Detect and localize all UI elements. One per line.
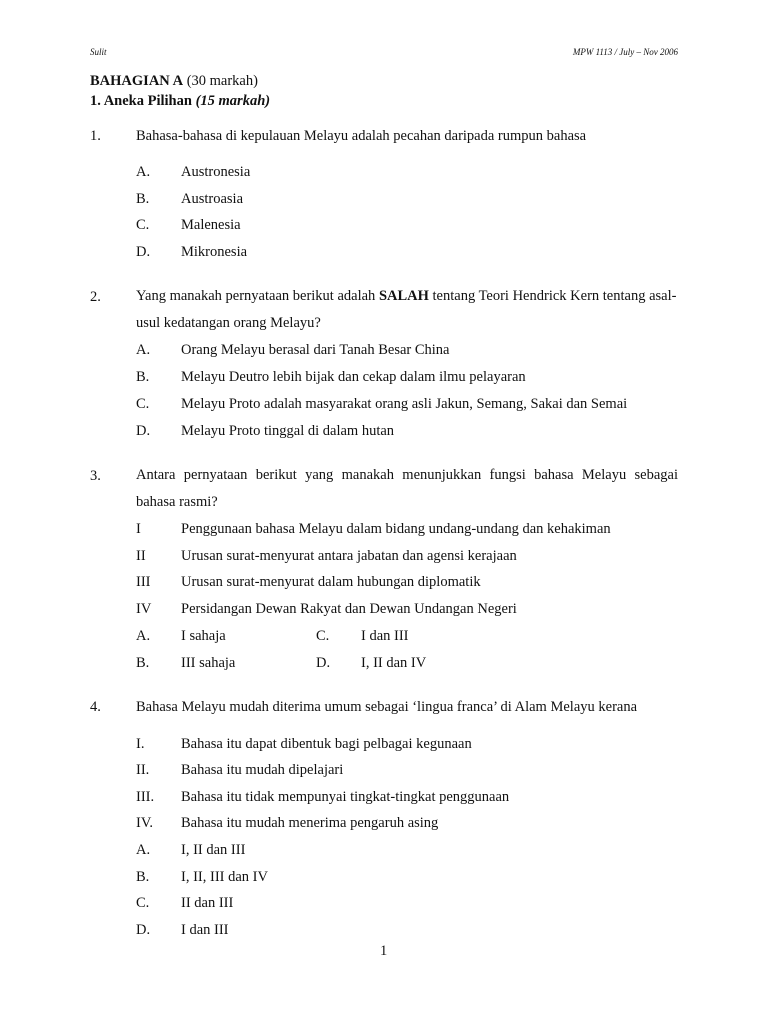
question-number: 3. xyxy=(90,468,101,484)
option-label: C. xyxy=(136,895,150,911)
question-stem xyxy=(136,283,678,337)
statement-label: I. xyxy=(136,736,145,752)
option-label: B. xyxy=(136,369,150,385)
question-number: 4. xyxy=(90,699,101,715)
question-stem: Bahasa Melayu mudah diterima umum sebagai ‘lingua franca’ di Alam Melayu kerana xyxy=(136,699,638,715)
question-number: 1. xyxy=(90,128,101,144)
option-label: D. xyxy=(316,655,331,671)
option-text: I, II dan III xyxy=(181,842,246,858)
section-title-marks: (30 markah) xyxy=(183,73,258,89)
option-text: Orang Melayu berasal dari Tanah Besar China xyxy=(181,342,450,358)
option-text: I sahaja xyxy=(181,628,226,644)
option-label: B. xyxy=(136,191,150,207)
option-text: Austronesia xyxy=(181,164,251,180)
option-text: I dan III xyxy=(181,922,229,938)
statement-text: Urusan surat-menyurat antara jabatan dan agensi kerajaan xyxy=(181,548,517,564)
option-label: D. xyxy=(136,244,151,260)
option-text: Malenesia xyxy=(181,217,241,233)
statement-text: Bahasa itu dapat dibentuk bagi pelbagai kegunaan xyxy=(181,736,472,752)
option-label: C. xyxy=(136,396,150,412)
question-stem-emphasis: SALAH xyxy=(378,288,429,304)
statement-label: IV xyxy=(136,601,152,617)
option-label: B. xyxy=(136,869,150,885)
header-right: MPW 1113 / July – Nov 2006 xyxy=(572,47,678,57)
option-text: I, II, III dan IV xyxy=(181,869,268,885)
statement-label: II. xyxy=(136,762,150,778)
option-label: C. xyxy=(136,217,150,233)
section-subtitle-bold: 1. Aneka Pilihan xyxy=(90,93,196,109)
statement-text: Persidangan Dewan Rakyat dan Dewan Undangan Negeri xyxy=(181,601,517,617)
option-text: Melayu Proto adalah masyarakat orang asli Jakun, Semang, Sakai dan Semai xyxy=(181,396,628,412)
option-text: Mikronesia xyxy=(181,244,248,260)
option-text: Austroasia xyxy=(181,191,244,207)
option-label: A. xyxy=(136,842,151,858)
question-stem: Antara pernyataan berikut yang manakah menunjukkan fungsi bahasa Melayu sebagai bahasa rasmi? xyxy=(136,467,678,510)
section-subtitle-marks: (15 markah) xyxy=(195,93,271,109)
statement-text: Penggunaan bahasa Melayu dalam bidang undang-undang dan kehakiman xyxy=(181,521,611,537)
statement-text: Bahasa itu tidak mempunyai tingkat-tingkat penggunaan xyxy=(181,789,510,805)
question-stem-part: tentang Teori Hendrick Kern tentang asal-usul kedatangan orang Melayu? xyxy=(136,288,677,331)
question-number: 2. xyxy=(90,289,101,305)
header-left: Sulit xyxy=(90,47,107,57)
option-label: A. xyxy=(136,342,151,358)
section-title-bold: BAHAGIAN A xyxy=(90,73,184,89)
statement-label: II xyxy=(136,548,146,564)
statement-text: Bahasa itu mudah menerima pengaruh asing xyxy=(181,815,439,831)
section-title xyxy=(90,73,258,90)
option-label: A. xyxy=(136,164,151,180)
statement-text: Bahasa itu mudah dipelajari xyxy=(181,762,344,778)
statement-text: Urusan surat-menyurat dalam hubungan diplomatik xyxy=(181,574,481,590)
option-text: III sahaja xyxy=(181,655,236,671)
option-label: D. xyxy=(136,423,151,439)
statement-label: III. xyxy=(136,789,155,805)
option-label: D. xyxy=(136,922,151,938)
option-label: B. xyxy=(136,655,150,671)
page-number: 1 xyxy=(380,943,388,959)
option-text: I dan III xyxy=(361,628,409,644)
option-label: C. xyxy=(316,628,330,644)
option-text: II dan III xyxy=(181,895,234,911)
option-text: I, II dan IV xyxy=(361,655,427,671)
statement-label: III xyxy=(136,574,151,590)
statement-label: I xyxy=(136,521,141,537)
option-text: Melayu Deutro lebih bijak dan cekap dalam ilmu pelayaran xyxy=(181,369,526,385)
question-stem: Bahasa-bahasa di kepulauan Melayu adalah pecahan daripada rumpun bahasa xyxy=(136,128,587,144)
option-label: A. xyxy=(136,628,151,644)
statement-label: IV. xyxy=(136,815,154,831)
question-stem-part: Yang manakah pernyataan berikut adalah xyxy=(136,288,379,304)
section-subtitle xyxy=(90,93,270,110)
option-text: Melayu Proto tinggal di dalam hutan xyxy=(181,423,395,439)
